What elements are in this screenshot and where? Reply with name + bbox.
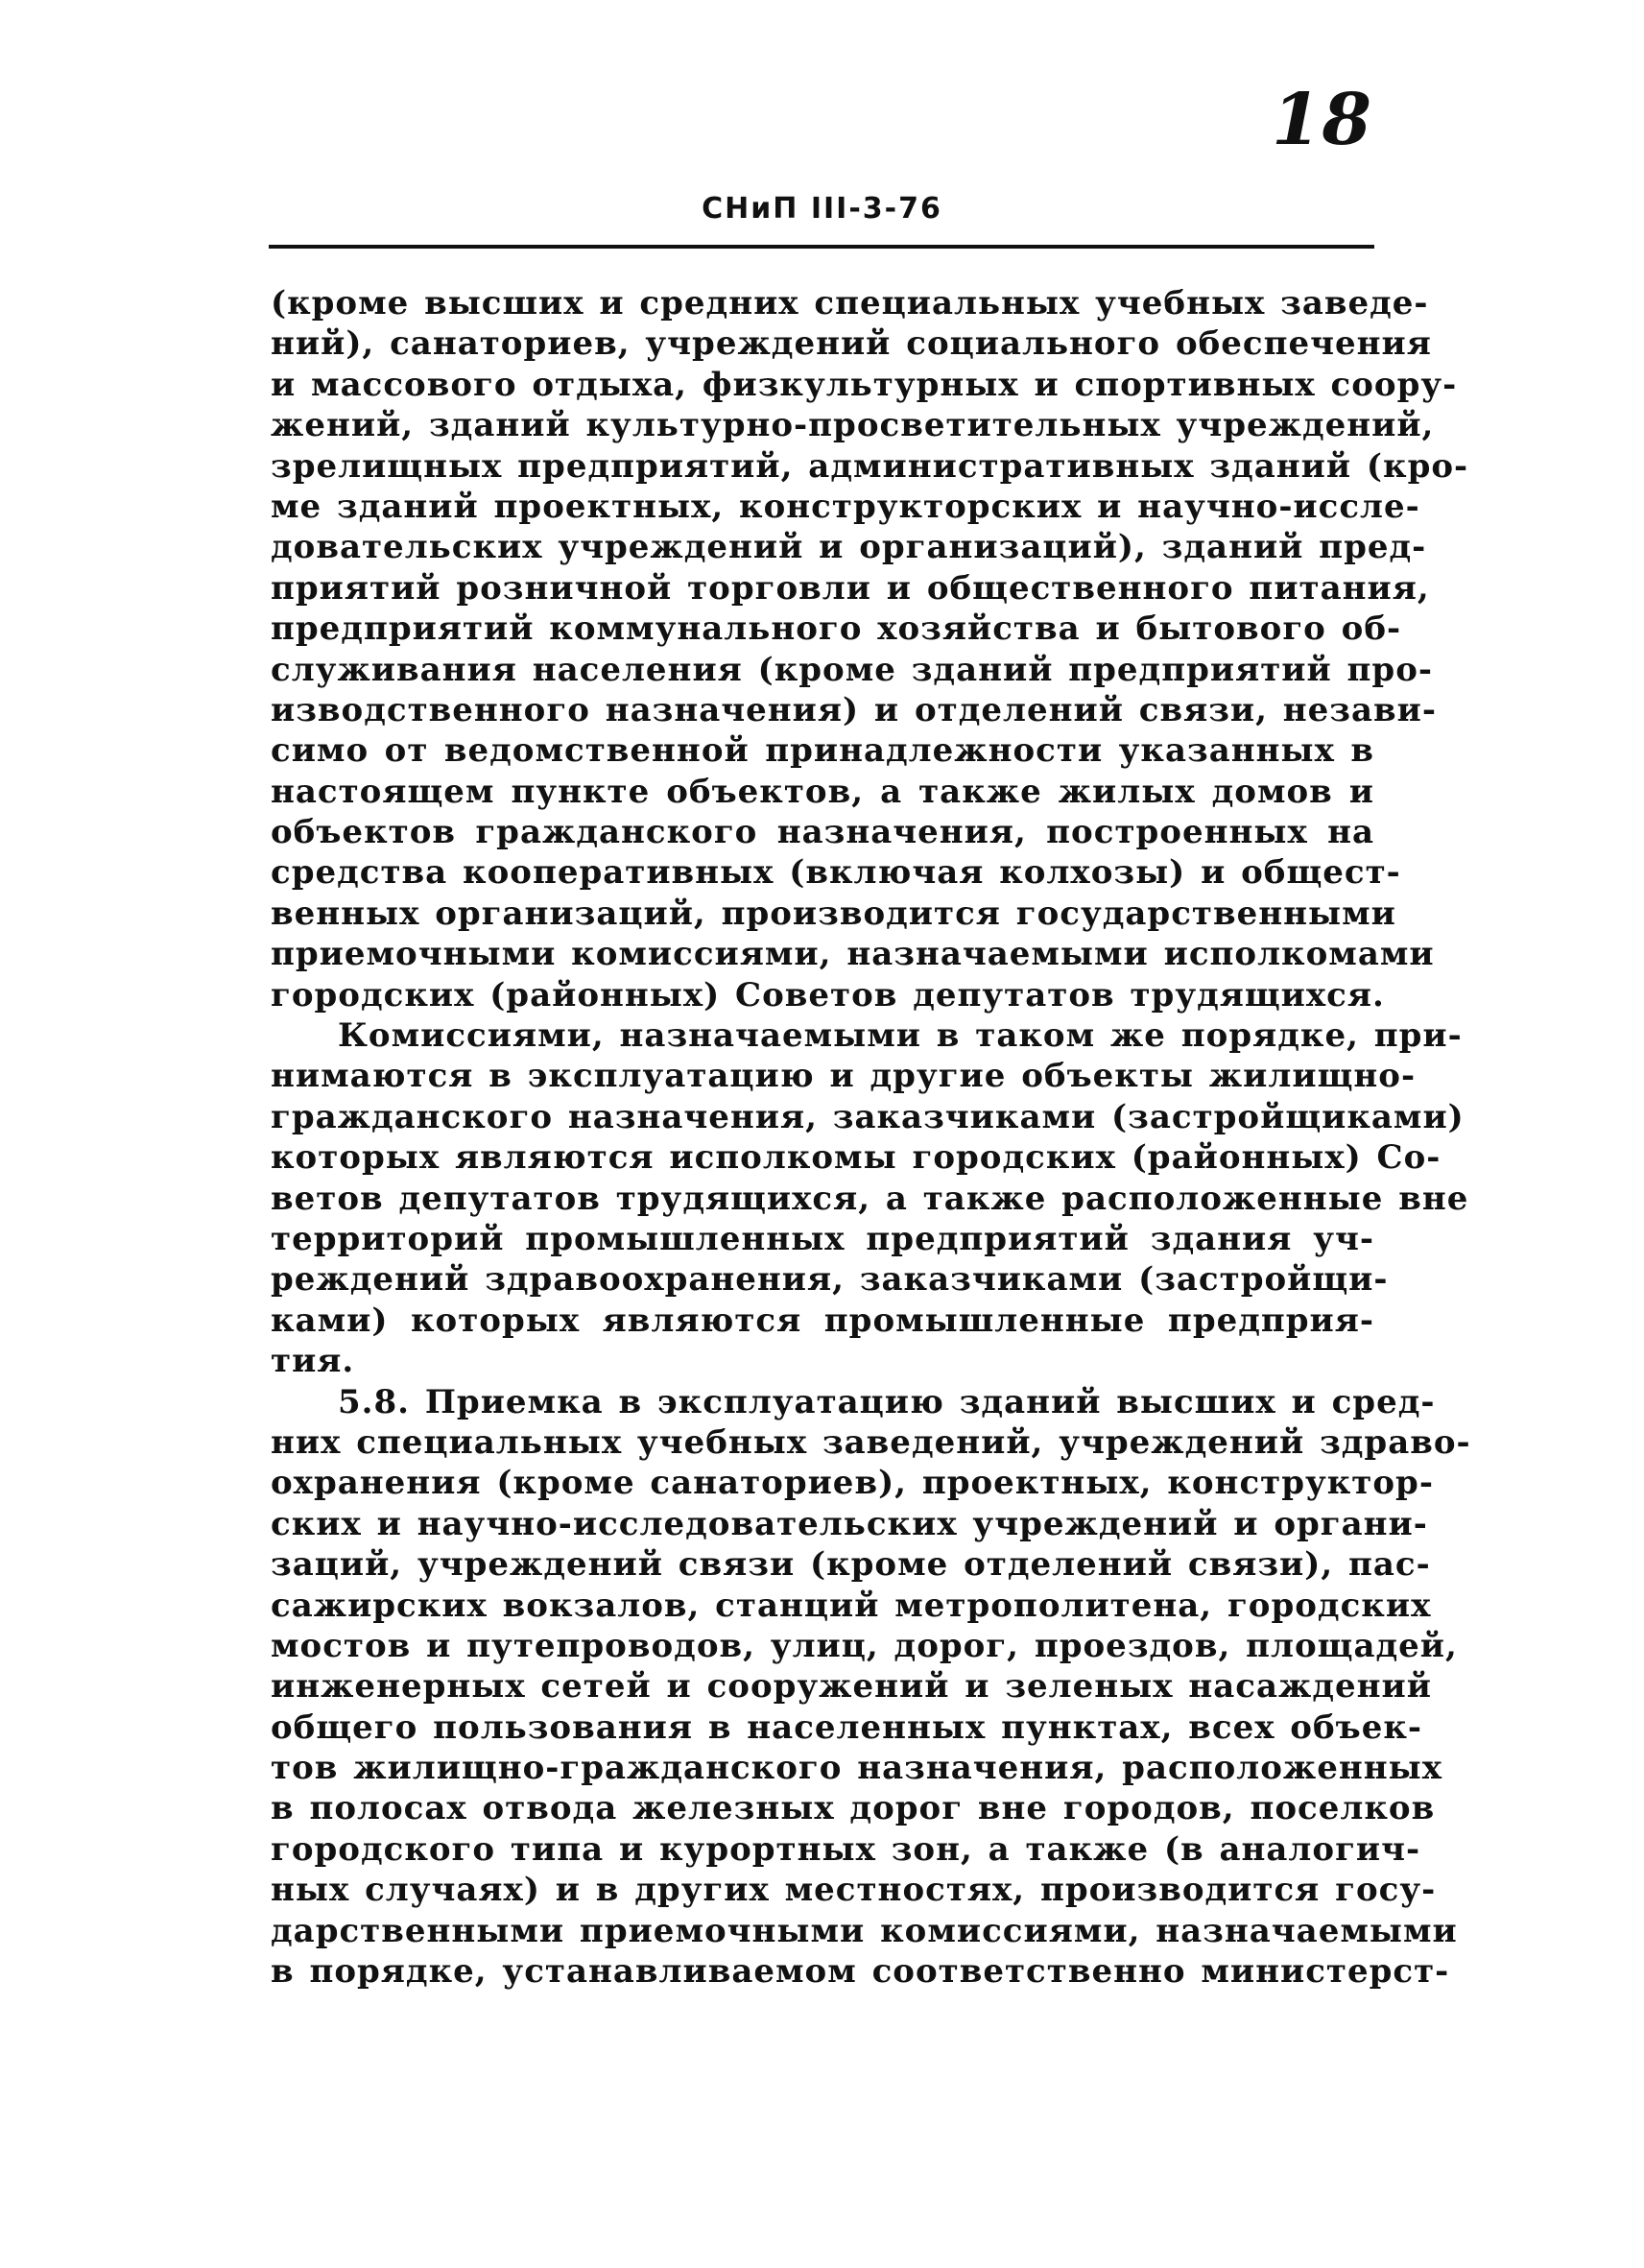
text-line: (кроме высших и средних специальных учебных заведе- [271,284,1429,322]
text-line: реждений здравоохранения, заказчиками (застройщи- [271,1260,1389,1300]
header-divider [269,245,1374,249]
text-line: приемочными комиссиями, назначаемыми исполкомами [271,935,1435,974]
text-line: городского типа и курортных зон, а также (в аналогич- [271,1829,1421,1869]
text-line: дарственными приемочными комиссиями, назначаемыми [271,1911,1458,1950]
text-line: ний), санаториев, учреждений социального обеспечения [271,324,1432,364]
text-line: заций, учреждений связи (кроме отделений связи), пас- [271,1545,1431,1585]
text-line: ных случаях) и в других местностях, производится госу- [271,1871,1437,1910]
text-line: венных организаций, производится государственными [271,894,1396,933]
text-line: изводственного назначения) и отделений связи, незави- [271,690,1437,729]
text-line: служивания населения (кроме зданий предприятий про- [271,650,1433,689]
text-line: сажирских вокзалов, станций метрополитена, городских [271,1586,1432,1625]
text-line: нимаются в эксплуатацию и другие объекты жилищно- [271,1057,1417,1096]
text-line: охранения (кроме санаториев), проектных, конструктор- [271,1464,1434,1503]
text-line: зрелищных предприятий, административных зданий (кро- [271,446,1469,486]
text-line: средства кооперативных (включая колхозы) и общест- [271,853,1401,893]
text-line: тов жилищно-гражданского назначения, расположенных [271,1749,1442,1788]
text-line: ветов депутатов трудящихся, а также расположенные вне [271,1179,1469,1218]
text-line: приятий розничной торговли и общественного питания, [271,568,1430,608]
text-line: городских (районных) Советов депутатов трудящихся. [271,975,1385,1015]
text-line: в порядке, устанавливаемом соответственно министерст- [271,1952,1450,1992]
text-line: гражданского назначения, заказчиками (застройщиками) [271,1097,1465,1136]
text-line: в полосах отвода железных дорог вне городов, поселков [271,1789,1436,1828]
text-line: ками) которых являются промышленные предприя- [271,1301,1374,1340]
page-number: 18 [1272,79,1372,161]
text-line: которых являются исполкомы городских (районных) Со- [271,1138,1441,1178]
text-line: ме зданий проектных, конструкторских и научно-иссле- [271,487,1420,526]
text-line: жений, зданий культурно-просветительных учреждений, [271,406,1435,445]
text-line: инженерных сетей и сооружений и зеленых насаждений [271,1667,1432,1707]
text-line: симо от ведомственной принадлежности указанных в [271,731,1374,771]
document-header: СНиП III-3-76 [702,192,942,226]
text-line: них специальных учебных заведений, учреждений здраво- [271,1422,1471,1462]
text-line: территорий промышленных предприятий здания уч- [271,1219,1374,1258]
text-line: тия. [271,1342,355,1381]
text-line: и массового отдыха, физкультурных и спортивных соору- [271,365,1458,404]
document-body [271,283,1471,1992]
text-line: 5.8. Приемка в эксплуатацию зданий высших и сред- [338,1382,1436,1421]
text-line: Комиссиями, назначаемыми в таком же порядке, при- [338,1016,1463,1056]
text-line: настоящем пункте объектов, а также жилых домов и [271,772,1374,811]
text-line: объектов гражданского назначения, построенных на [271,813,1374,852]
text-line: довательских учреждений и организаций), зданий пред- [271,528,1427,567]
text-line: ских и научно-исследовательских учреждений и органи- [271,1504,1428,1543]
text-line: предприятий коммунального хозяйства и бытового об- [271,609,1402,649]
text-line: общего пользования в населенных пунктах, всех объек- [271,1707,1423,1747]
text-line: мостов и путепроводов, улиц, дорог, проездов, площадей, [271,1626,1458,1665]
